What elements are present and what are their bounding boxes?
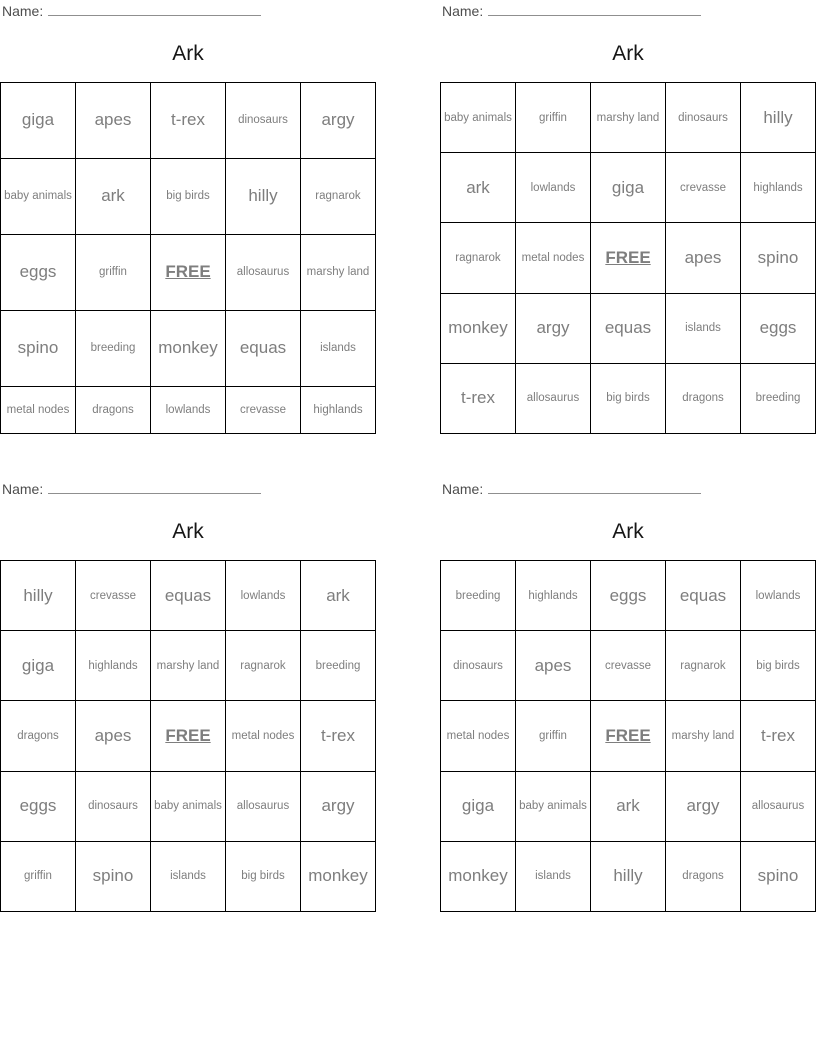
name-row <box>442 2 701 19</box>
bingo-cell: eggs <box>741 293 816 363</box>
bingo-cell: apes <box>516 631 591 701</box>
bingo-cell: dinosaurs <box>441 631 516 701</box>
bingo-cell: breeding <box>441 561 516 631</box>
bingo-cell: allosaurus <box>226 771 301 841</box>
name-blank-line <box>488 2 701 16</box>
bingo-row <box>1 771 376 841</box>
bingo-cell: big birds <box>591 363 666 433</box>
bingo-cell: equas <box>591 293 666 363</box>
bingo-cell: lowlands <box>151 386 226 433</box>
bingo-cell: islands <box>666 293 741 363</box>
name-blank-line <box>488 480 701 494</box>
name-label: Name: <box>2 481 44 497</box>
bingo-cell: t-rex <box>741 701 816 771</box>
bingo-cell: ragnarok <box>441 223 516 293</box>
bingo-cell: argy <box>666 771 741 841</box>
bingo-row <box>441 561 816 631</box>
bingo-cell: dragons <box>76 386 151 433</box>
free-cell: FREE <box>591 223 666 293</box>
bingo-cell: big birds <box>151 158 226 234</box>
bingo-row <box>441 153 816 223</box>
bingo-cell: griffin <box>1 841 76 911</box>
free-cell: FREE <box>151 701 226 771</box>
bingo-cell: metal nodes <box>226 701 301 771</box>
free-cell: FREE <box>151 234 226 310</box>
bingo-row <box>441 223 816 293</box>
name-row <box>442 480 701 497</box>
bingo-cell: ark <box>301 561 376 631</box>
card-title: Ark <box>172 42 204 65</box>
bingo-cell: islands <box>301 310 376 386</box>
bingo-cell: highlands <box>76 631 151 701</box>
bingo-cell: hilly <box>741 83 816 153</box>
bingo-row <box>1 310 376 386</box>
bingo-cell: dragons <box>1 701 76 771</box>
bingo-cell: allosaurus <box>226 234 301 310</box>
bingo-cell: hilly <box>226 158 301 234</box>
bingo-cell: breeding <box>76 310 151 386</box>
bingo-grid <box>0 82 376 434</box>
bingo-cell: metal nodes <box>516 223 591 293</box>
bingo-cell: lowlands <box>516 153 591 223</box>
bingo-grid <box>440 560 816 912</box>
bingo-row <box>441 83 816 153</box>
card-title: Ark <box>612 42 644 65</box>
bingo-row <box>1 83 376 159</box>
bingo-cell: ragnarok <box>226 631 301 701</box>
bingo-cell: argy <box>516 293 591 363</box>
bingo-cell: breeding <box>301 631 376 701</box>
bingo-cell: apes <box>76 83 151 159</box>
free-cell: FREE <box>591 701 666 771</box>
bingo-cell: big birds <box>226 841 301 911</box>
bingo-cell: griffin <box>516 701 591 771</box>
bingo-cell: highlands <box>741 153 816 223</box>
bingo-cell: crevasse <box>591 631 666 701</box>
name-row <box>2 2 261 19</box>
bingo-row <box>441 293 816 363</box>
bingo-cell: monkey <box>301 841 376 911</box>
bingo-cell: argy <box>301 771 376 841</box>
bingo-cell: crevasse <box>226 386 301 433</box>
bingo-cell: hilly <box>1 561 76 631</box>
bingo-cell: ragnarok <box>666 631 741 701</box>
bingo-cell: metal nodes <box>441 701 516 771</box>
bingo-cell: metal nodes <box>1 386 76 433</box>
bingo-row <box>1 561 376 631</box>
bingo-row <box>1 234 376 310</box>
bingo-cell: marshy land <box>666 701 741 771</box>
bingo-cell: apes <box>76 701 151 771</box>
bingo-cell: crevasse <box>76 561 151 631</box>
bingo-cell: marshy land <box>151 631 226 701</box>
bingo-cell: equas <box>151 561 226 631</box>
bingo-cell: t-rex <box>441 363 516 433</box>
bingo-row <box>441 771 816 841</box>
bingo-cell: islands <box>516 841 591 911</box>
name-label: Name: <box>2 3 44 19</box>
bingo-cell: giga <box>591 153 666 223</box>
bingo-cell: apes <box>666 223 741 293</box>
bingo-cell: equas <box>226 310 301 386</box>
bingo-cell: griffin <box>76 234 151 310</box>
bingo-cell: eggs <box>1 234 76 310</box>
bingo-cell: spino <box>1 310 76 386</box>
bingo-row <box>441 841 816 911</box>
bingo-row <box>441 363 816 433</box>
bingo-cell: dragons <box>666 363 741 433</box>
card-title: Ark <box>612 520 644 543</box>
bingo-row <box>441 701 816 771</box>
bingo-cell: highlands <box>516 561 591 631</box>
bingo-cell: ark <box>76 158 151 234</box>
bingo-cell: dinosaurs <box>76 771 151 841</box>
bingo-grid <box>440 82 816 434</box>
bingo-cell: argy <box>301 83 376 159</box>
bingo-cell: monkey <box>151 310 226 386</box>
bingo-cell: t-rex <box>151 83 226 159</box>
bingo-cell: marshy land <box>301 234 376 310</box>
bingo-row <box>1 158 376 234</box>
bingo-cell: eggs <box>591 561 666 631</box>
bingo-cell: islands <box>151 841 226 911</box>
bingo-card <box>440 478 816 912</box>
name-blank-line <box>48 480 261 494</box>
bingo-cell: lowlands <box>226 561 301 631</box>
name-row <box>2 480 261 497</box>
name-label: Name: <box>442 3 484 19</box>
bingo-cell: spino <box>741 841 816 911</box>
bingo-cell: lowlands <box>741 561 816 631</box>
bingo-cell: breeding <box>741 363 816 433</box>
bingo-cell: giga <box>1 83 76 159</box>
bingo-cell: ragnarok <box>301 158 376 234</box>
bingo-cell: baby animals <box>441 83 516 153</box>
bingo-cell: marshy land <box>591 83 666 153</box>
bingo-cell: spino <box>76 841 151 911</box>
bingo-cell: dinosaurs <box>226 83 301 159</box>
name-blank-line <box>48 2 261 16</box>
bingo-cell: crevasse <box>666 153 741 223</box>
card-title: Ark <box>172 520 204 543</box>
bingo-card <box>0 478 376 912</box>
bingo-cell: allosaurus <box>741 771 816 841</box>
bingo-cell: giga <box>441 771 516 841</box>
bingo-cell: t-rex <box>301 701 376 771</box>
bingo-cell: hilly <box>591 841 666 911</box>
bingo-cell: spino <box>741 223 816 293</box>
bingo-cell: baby animals <box>1 158 76 234</box>
bingo-cell: big birds <box>741 631 816 701</box>
bingo-row <box>1 701 376 771</box>
bingo-row <box>1 386 376 433</box>
bingo-row <box>441 631 816 701</box>
bingo-row <box>1 631 376 701</box>
bingo-cell: baby animals <box>516 771 591 841</box>
bingo-cell: giga <box>1 631 76 701</box>
bingo-cell: griffin <box>516 83 591 153</box>
bingo-cell: equas <box>666 561 741 631</box>
bingo-cell: ark <box>441 153 516 223</box>
bingo-card <box>440 0 816 434</box>
bingo-cell: dinosaurs <box>666 83 741 153</box>
bingo-grid <box>0 560 376 912</box>
bingo-cell: monkey <box>441 293 516 363</box>
bingo-cell: dragons <box>666 841 741 911</box>
bingo-card <box>0 0 376 434</box>
bingo-cell: baby animals <box>151 771 226 841</box>
bingo-cell: ark <box>591 771 666 841</box>
bingo-cell: allosaurus <box>516 363 591 433</box>
bingo-cell: monkey <box>441 841 516 911</box>
bingo-row <box>1 841 376 911</box>
name-label: Name: <box>442 481 484 497</box>
bingo-cell: eggs <box>1 771 76 841</box>
bingo-cell: highlands <box>301 386 376 433</box>
